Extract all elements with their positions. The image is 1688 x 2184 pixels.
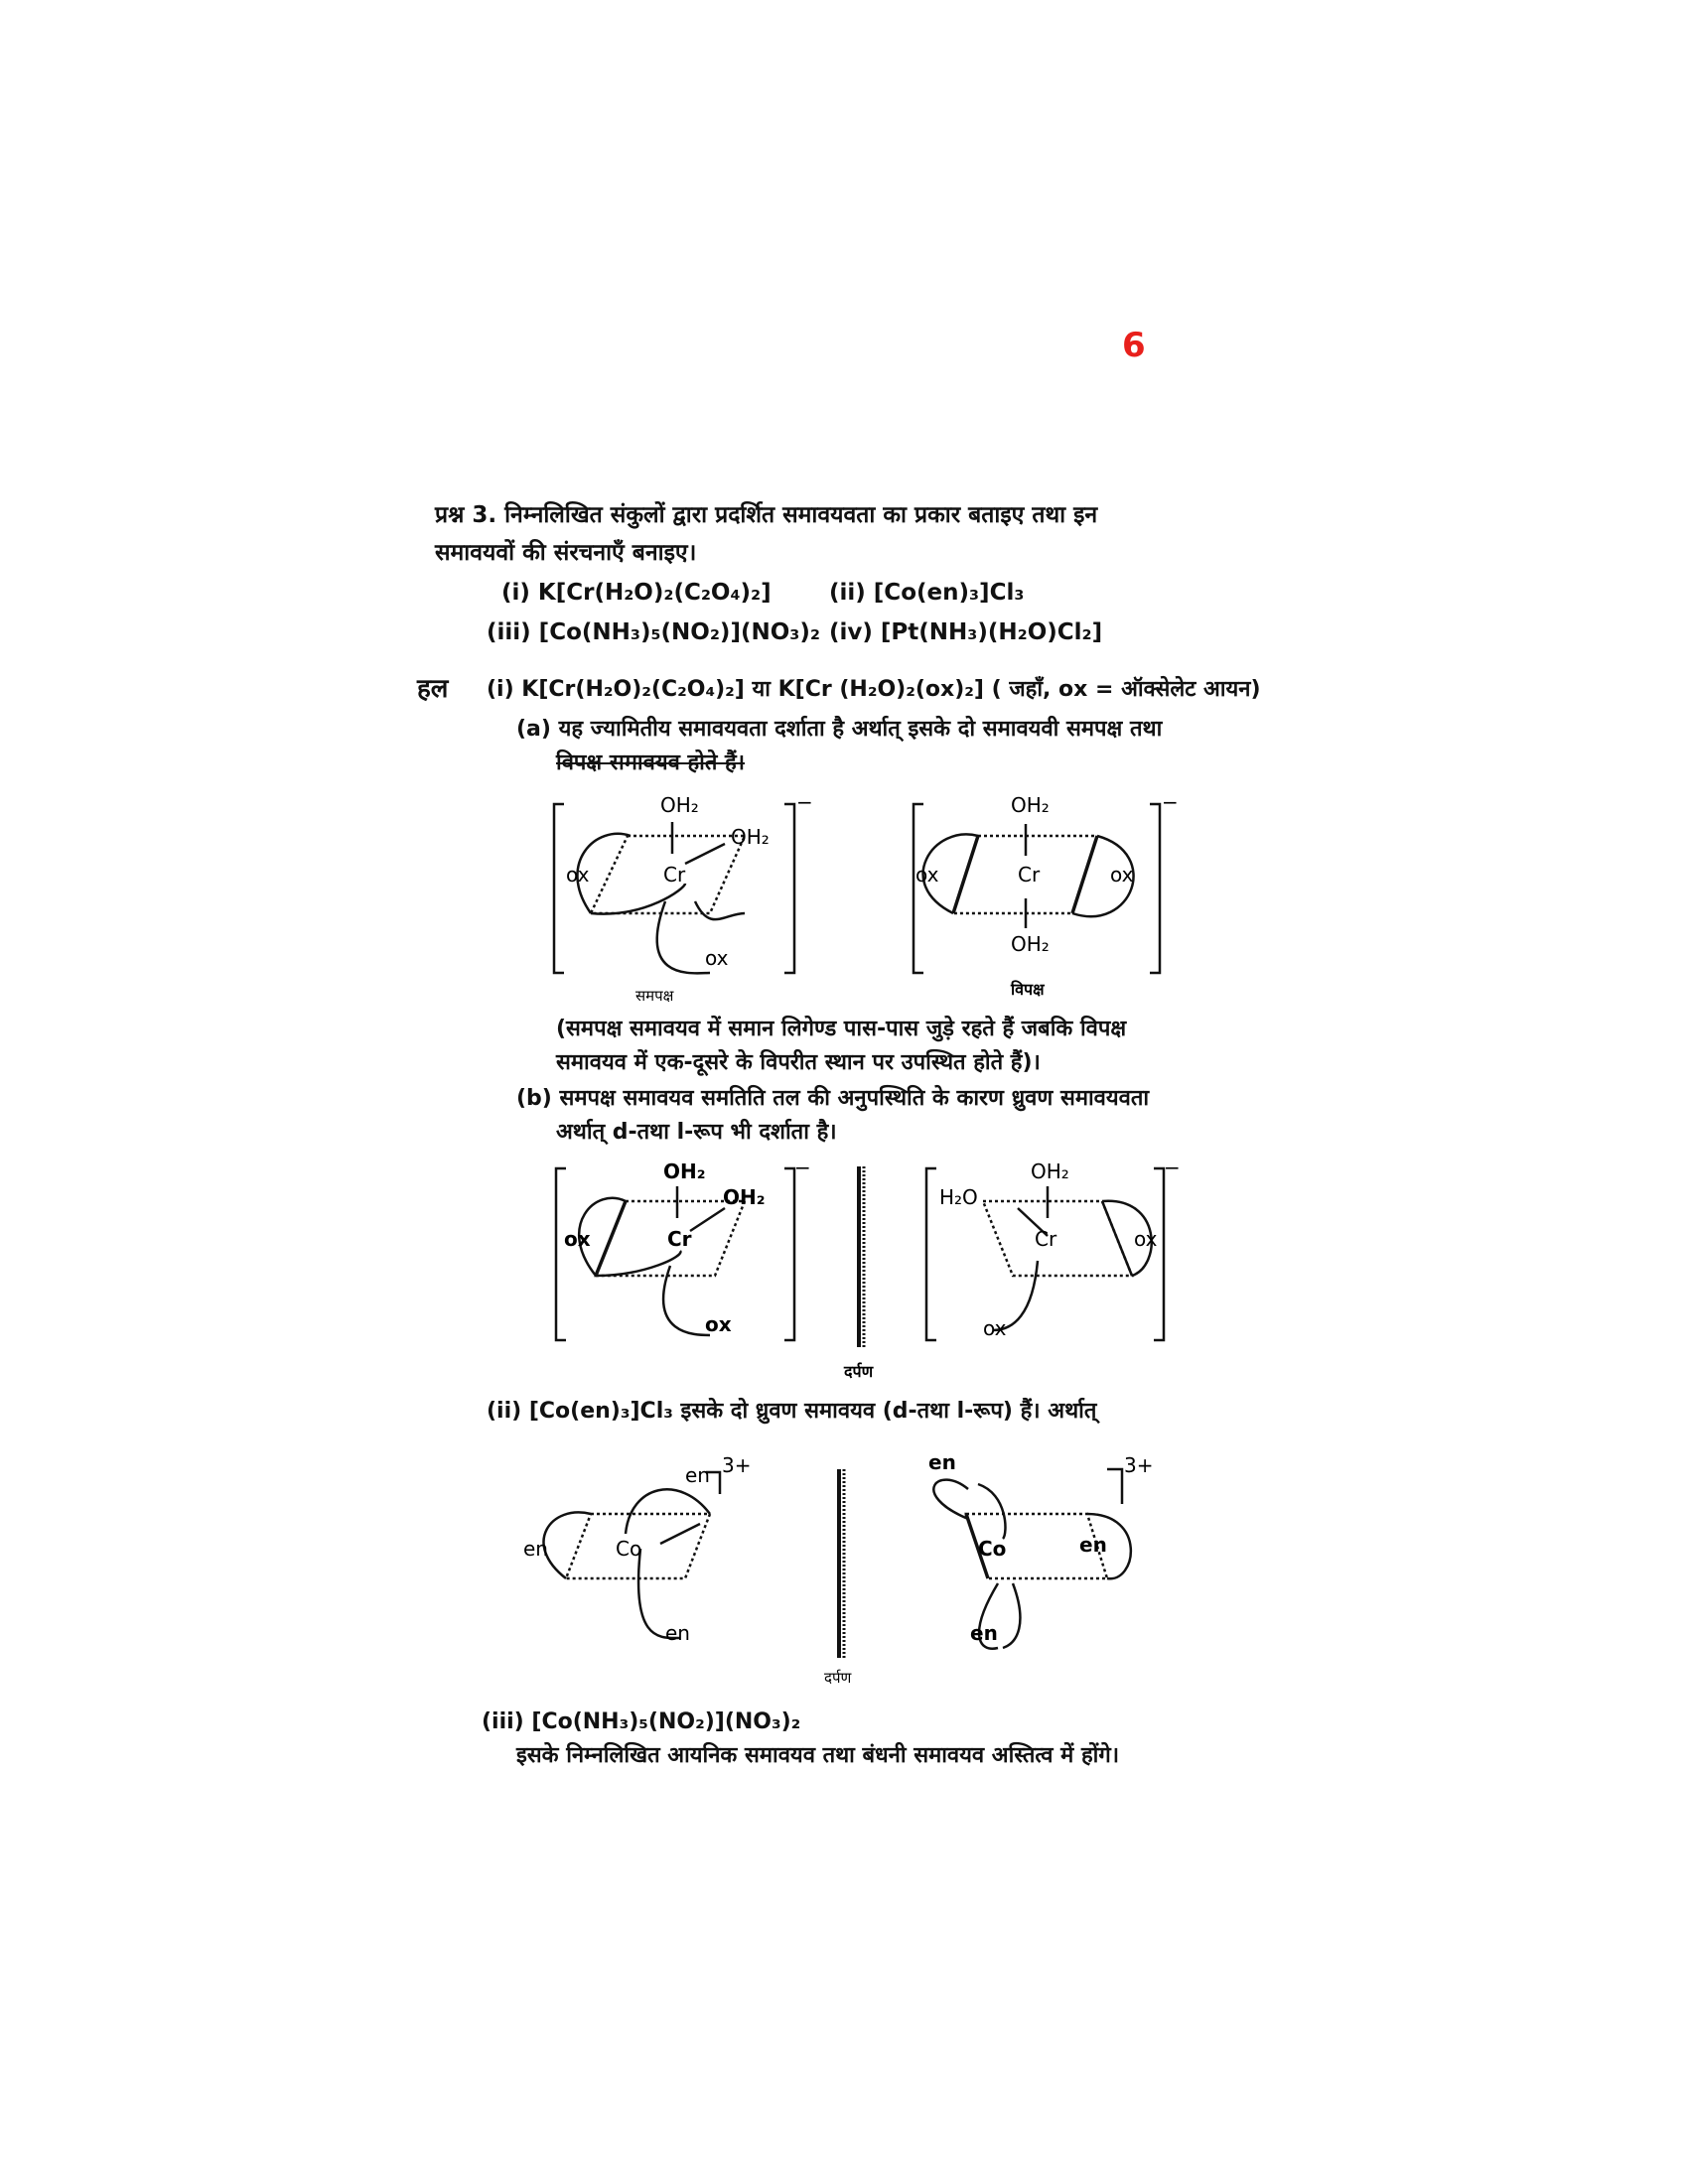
dl-right-ox: ox <box>1134 1227 1158 1251</box>
question-item-i: (i) K[Cr(H₂O)₂(C₂O₄)₂] <box>501 580 772 606</box>
trans-metal: Cr <box>1018 863 1041 887</box>
co-left-en-top: en <box>685 1463 710 1487</box>
question-item-ii: (ii) [Co(en)₃]Cl₃ <box>829 580 1025 606</box>
co-left-en-left: en <box>523 1537 548 1561</box>
dl-left-ox: ox <box>564 1227 591 1251</box>
co-left-metal: Co <box>616 1537 642 1561</box>
note-line-2: समावयव में एक-दूसरे के विपरीत स्थान पर उपस्थित होते हैं)। <box>556 1050 1041 1075</box>
part-ii-heading: (ii) [Co(en)₃]Cl₃ इसके दो ध्रुवण समावयव (d-तथा l-रूप) हैं। अर्थात् <box>487 1399 1097 1424</box>
dl-left-metal: Cr <box>667 1227 692 1251</box>
cis-trans-figure <box>536 784 1192 1013</box>
cis-charge: − <box>796 790 813 814</box>
cis-ox-left: ox <box>566 863 590 887</box>
mirror-caption: दर्पण <box>844 1362 874 1381</box>
dl-left-oh2-top: OH₂ <box>663 1160 706 1183</box>
mirror-caption-2: दर्पण <box>824 1669 852 1687</box>
trans-oh2-bottom: OH₂ <box>1011 932 1050 956</box>
cis-caption: समपक्ष <box>635 987 674 1005</box>
dl-left-ox-bottom: ox <box>705 1312 732 1336</box>
question-line-1: प्रश्न 3. निम्नलिखित संकुलों द्वारा प्रदर्शित समावयवता का प्रकार बताइए तथा इन <box>435 502 1098 528</box>
trans-oh2-top: OH₂ <box>1011 793 1050 817</box>
part-a-line-1: (a) यह ज्यामितीय समावयवता दर्शाता है अर्थात् इसके दो समावयवी समपक्ष तथा <box>516 717 1163 742</box>
trans-caption: विपक्ष <box>1011 980 1045 999</box>
co-right-en-bottom: en <box>970 1621 998 1645</box>
dl-right-metal: Cr <box>1035 1227 1057 1251</box>
question-item-iii: (iii) [Co(NH₃)₅(NO₂)](NO₃)₂ <box>487 619 820 645</box>
dl-right-oh2-top: OH₂ <box>1031 1160 1069 1183</box>
part-iii-text: इसके निम्नलिखित आयनिक समावयव तथा बंधनी समावयव अस्तित्व में होंगे। <box>516 1743 1120 1768</box>
question-item-iv: (iv) [Pt(NH₃)(H₂O)Cl₂] <box>829 619 1103 645</box>
trans-charge: − <box>1162 790 1179 814</box>
cis-metal: Cr <box>663 863 686 887</box>
solution-label: हल <box>417 674 449 704</box>
dl-right-charge: − <box>1164 1157 1181 1179</box>
note-line-1: (समपक्ष समावयव में समान लिगेण्ड पास-पास जुड़े रहते हैं जबकि विपक्ष <box>556 1017 1127 1041</box>
co-right-en-right: en <box>1079 1533 1107 1557</box>
part-a-line-2: विपक्ष समावयव होते हैं। <box>556 751 746 775</box>
trans-ox-right: ox <box>1110 863 1134 887</box>
page-number: 6 <box>1122 326 1146 365</box>
cis-oh2-top: OH₂ <box>660 793 699 817</box>
optical-cr-figure <box>546 1157 1201 1385</box>
dl-right-ox-bottom: ox <box>983 1316 1007 1340</box>
part-b-line-1: (b) समपक्ष समावयव समतिति तल की अनुपस्थिति के कारण ध्रुवण समावयवता <box>516 1086 1150 1111</box>
optical-co-figure <box>511 1444 1167 1693</box>
dl-left-oh2-right: OH₂ <box>723 1185 766 1209</box>
co-right-metal: Co <box>978 1537 1007 1561</box>
part-i-heading: (i) K[Cr(H₂O)₂(C₂O₄)₂] या K[Cr (H₂O)₂(ox)₂] ( जहाँ, ox = ऑक्सेलेट आयन) <box>487 677 1261 702</box>
dl-left-charge: − <box>794 1157 811 1179</box>
part-iii-heading: (iii) [Co(NH₃)₅(NO₂)](NO₃)₂ <box>482 1709 801 1734</box>
co-left-charge: 3+ <box>722 1453 752 1477</box>
co-right-charge: 3+ <box>1124 1453 1154 1477</box>
part-b-line-2: अर्थात् d-तथा l-रूप भी दर्शाता है। <box>556 1120 837 1145</box>
co-right-en-top: en <box>928 1450 956 1474</box>
cis-ox-bottom: ox <box>705 946 729 970</box>
cis-oh2-right: OH₂ <box>731 825 770 849</box>
co-left-en-bottom: en <box>665 1621 690 1645</box>
dl-right-h2o: H₂O <box>939 1185 978 1209</box>
trans-ox-left: ox <box>915 863 939 887</box>
question-line-2: समावयवों की संरचनाएँ बनाइए। <box>435 540 697 566</box>
